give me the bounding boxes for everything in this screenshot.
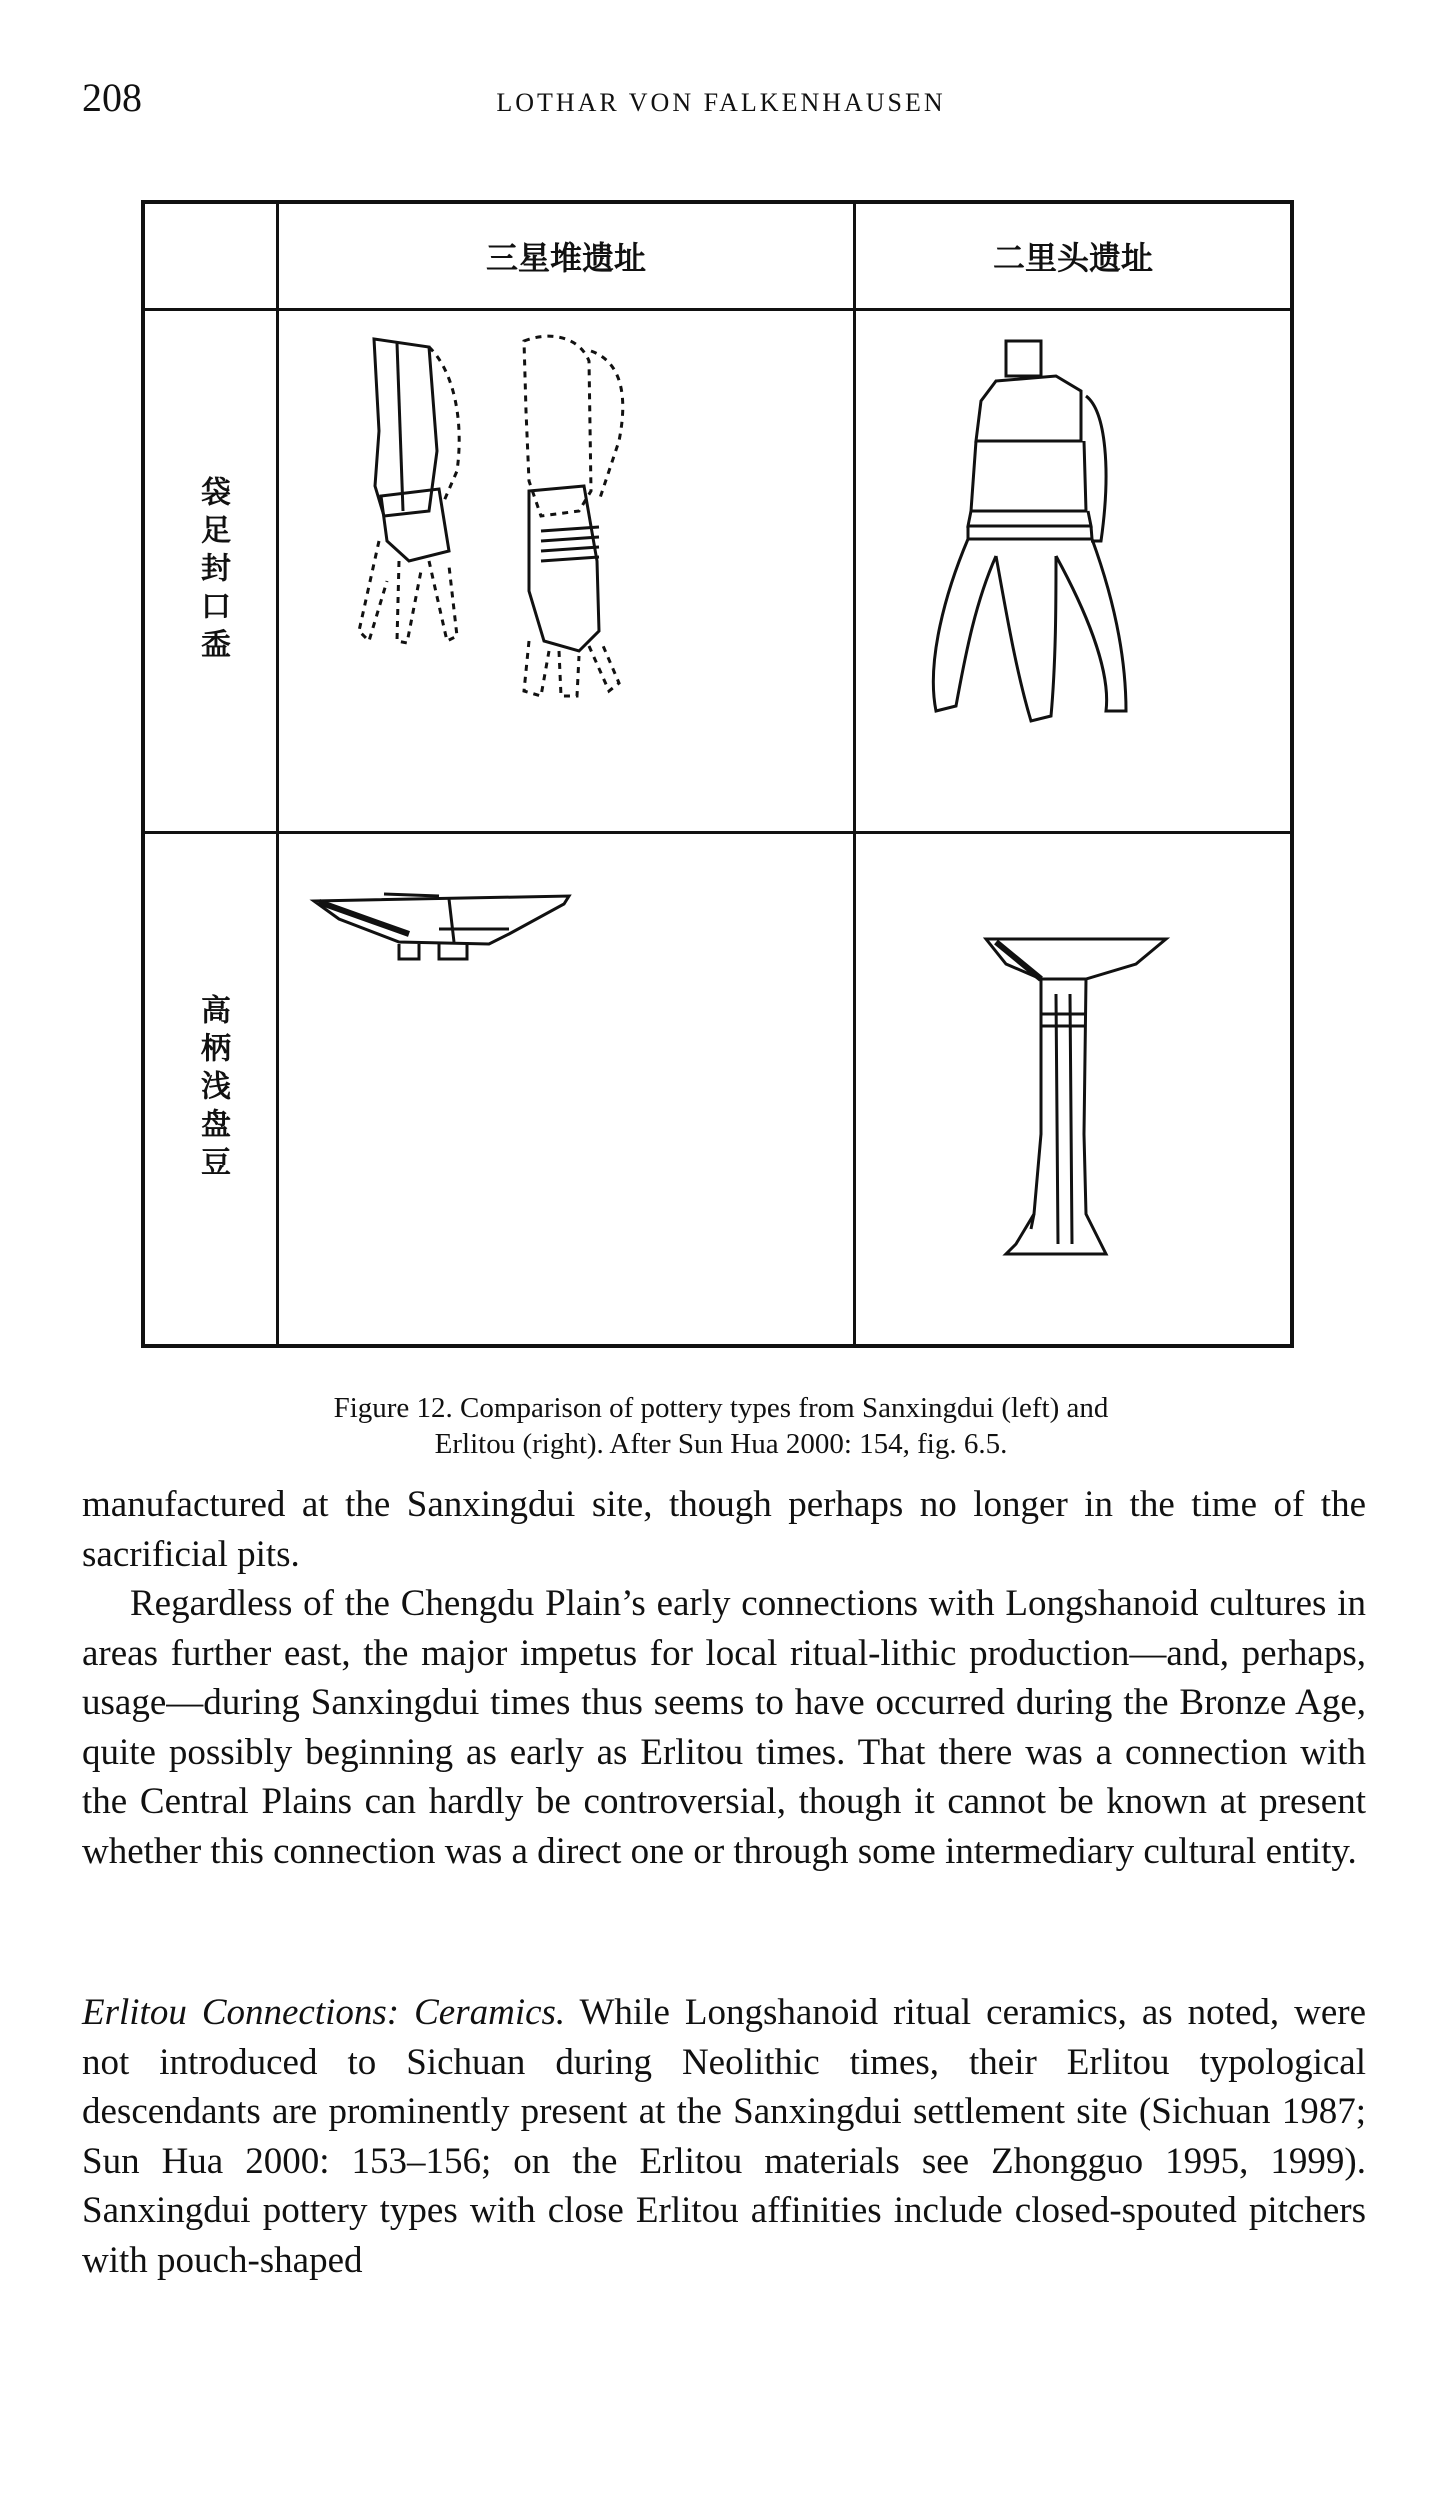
erlitou-pitcher-drawing (856, 311, 1290, 831)
running-head: LOTHAR VON FALKENHAUSEN (496, 88, 946, 117)
sanxingdui-dish-drawing (279, 834, 853, 1344)
page-number: 208 (82, 75, 142, 120)
column-header-erlitou: 二里头遗址 (992, 239, 1153, 277)
body-paragraph (82, 1988, 1366, 2285)
sanxingdui-pitcher-drawings (279, 311, 853, 831)
row-header-stem-dish: 高柄浅盘豆 (195, 994, 230, 1184)
paragraph-text: While Longshanoid ritual ceramics, as noted, were not introduced to Sichuan during Neolithic times, their Erlitou typological descendants are prominently present at the Sanxingdui settlement site (Sichuan 1987; Sun Hua 2000: 153–156; on the Erlitou materials see Zhongguo 1995, 1999). Sanxingdui pottery types with close Erlitou affinities include closed-spouted pitchers with pouch-shaped (82, 1992, 1366, 2281)
column-header-sanxingdui: 三星堆遗址 (485, 239, 646, 277)
row-header-pitcher: 袋足封口盉 (195, 476, 230, 666)
erlitou-stem-dish-drawing (856, 834, 1290, 1344)
caption-line: Figure 12. Comparison of pottery types from Sanxingdui (left) and (333, 1392, 1109, 1424)
caption-line: Erlitou (right). After Sun Hua 2000: 154, fig. 6.5. (434, 1428, 1008, 1460)
section-run-in-heading: Erlitou Connections: Ceramics. (82, 1992, 566, 2033)
body-paragraph: Regardless of the Chengdu Plain’s early connections with Longshanoid cultures in areas further east, the major impetus for local ritual-lithic production—and, perhaps, usage—during Sanxingdui times thus seems to have occurred during the Bronze Age, quite possibly beginning as early as Erlitou times. That there was a connection with the Central Plains can hardly be controversial, though it cannot be known at present whether this connection was a direct one or through some intermediary cultural entity. (82, 1583, 1366, 1872)
body-paragraph: manufactured at the Sanxingdui site, though perhaps no longer in the time of the sacrificial pits. (82, 1484, 1366, 1575)
figure-caption (160, 1390, 1282, 1462)
figure-table (141, 200, 1294, 1348)
